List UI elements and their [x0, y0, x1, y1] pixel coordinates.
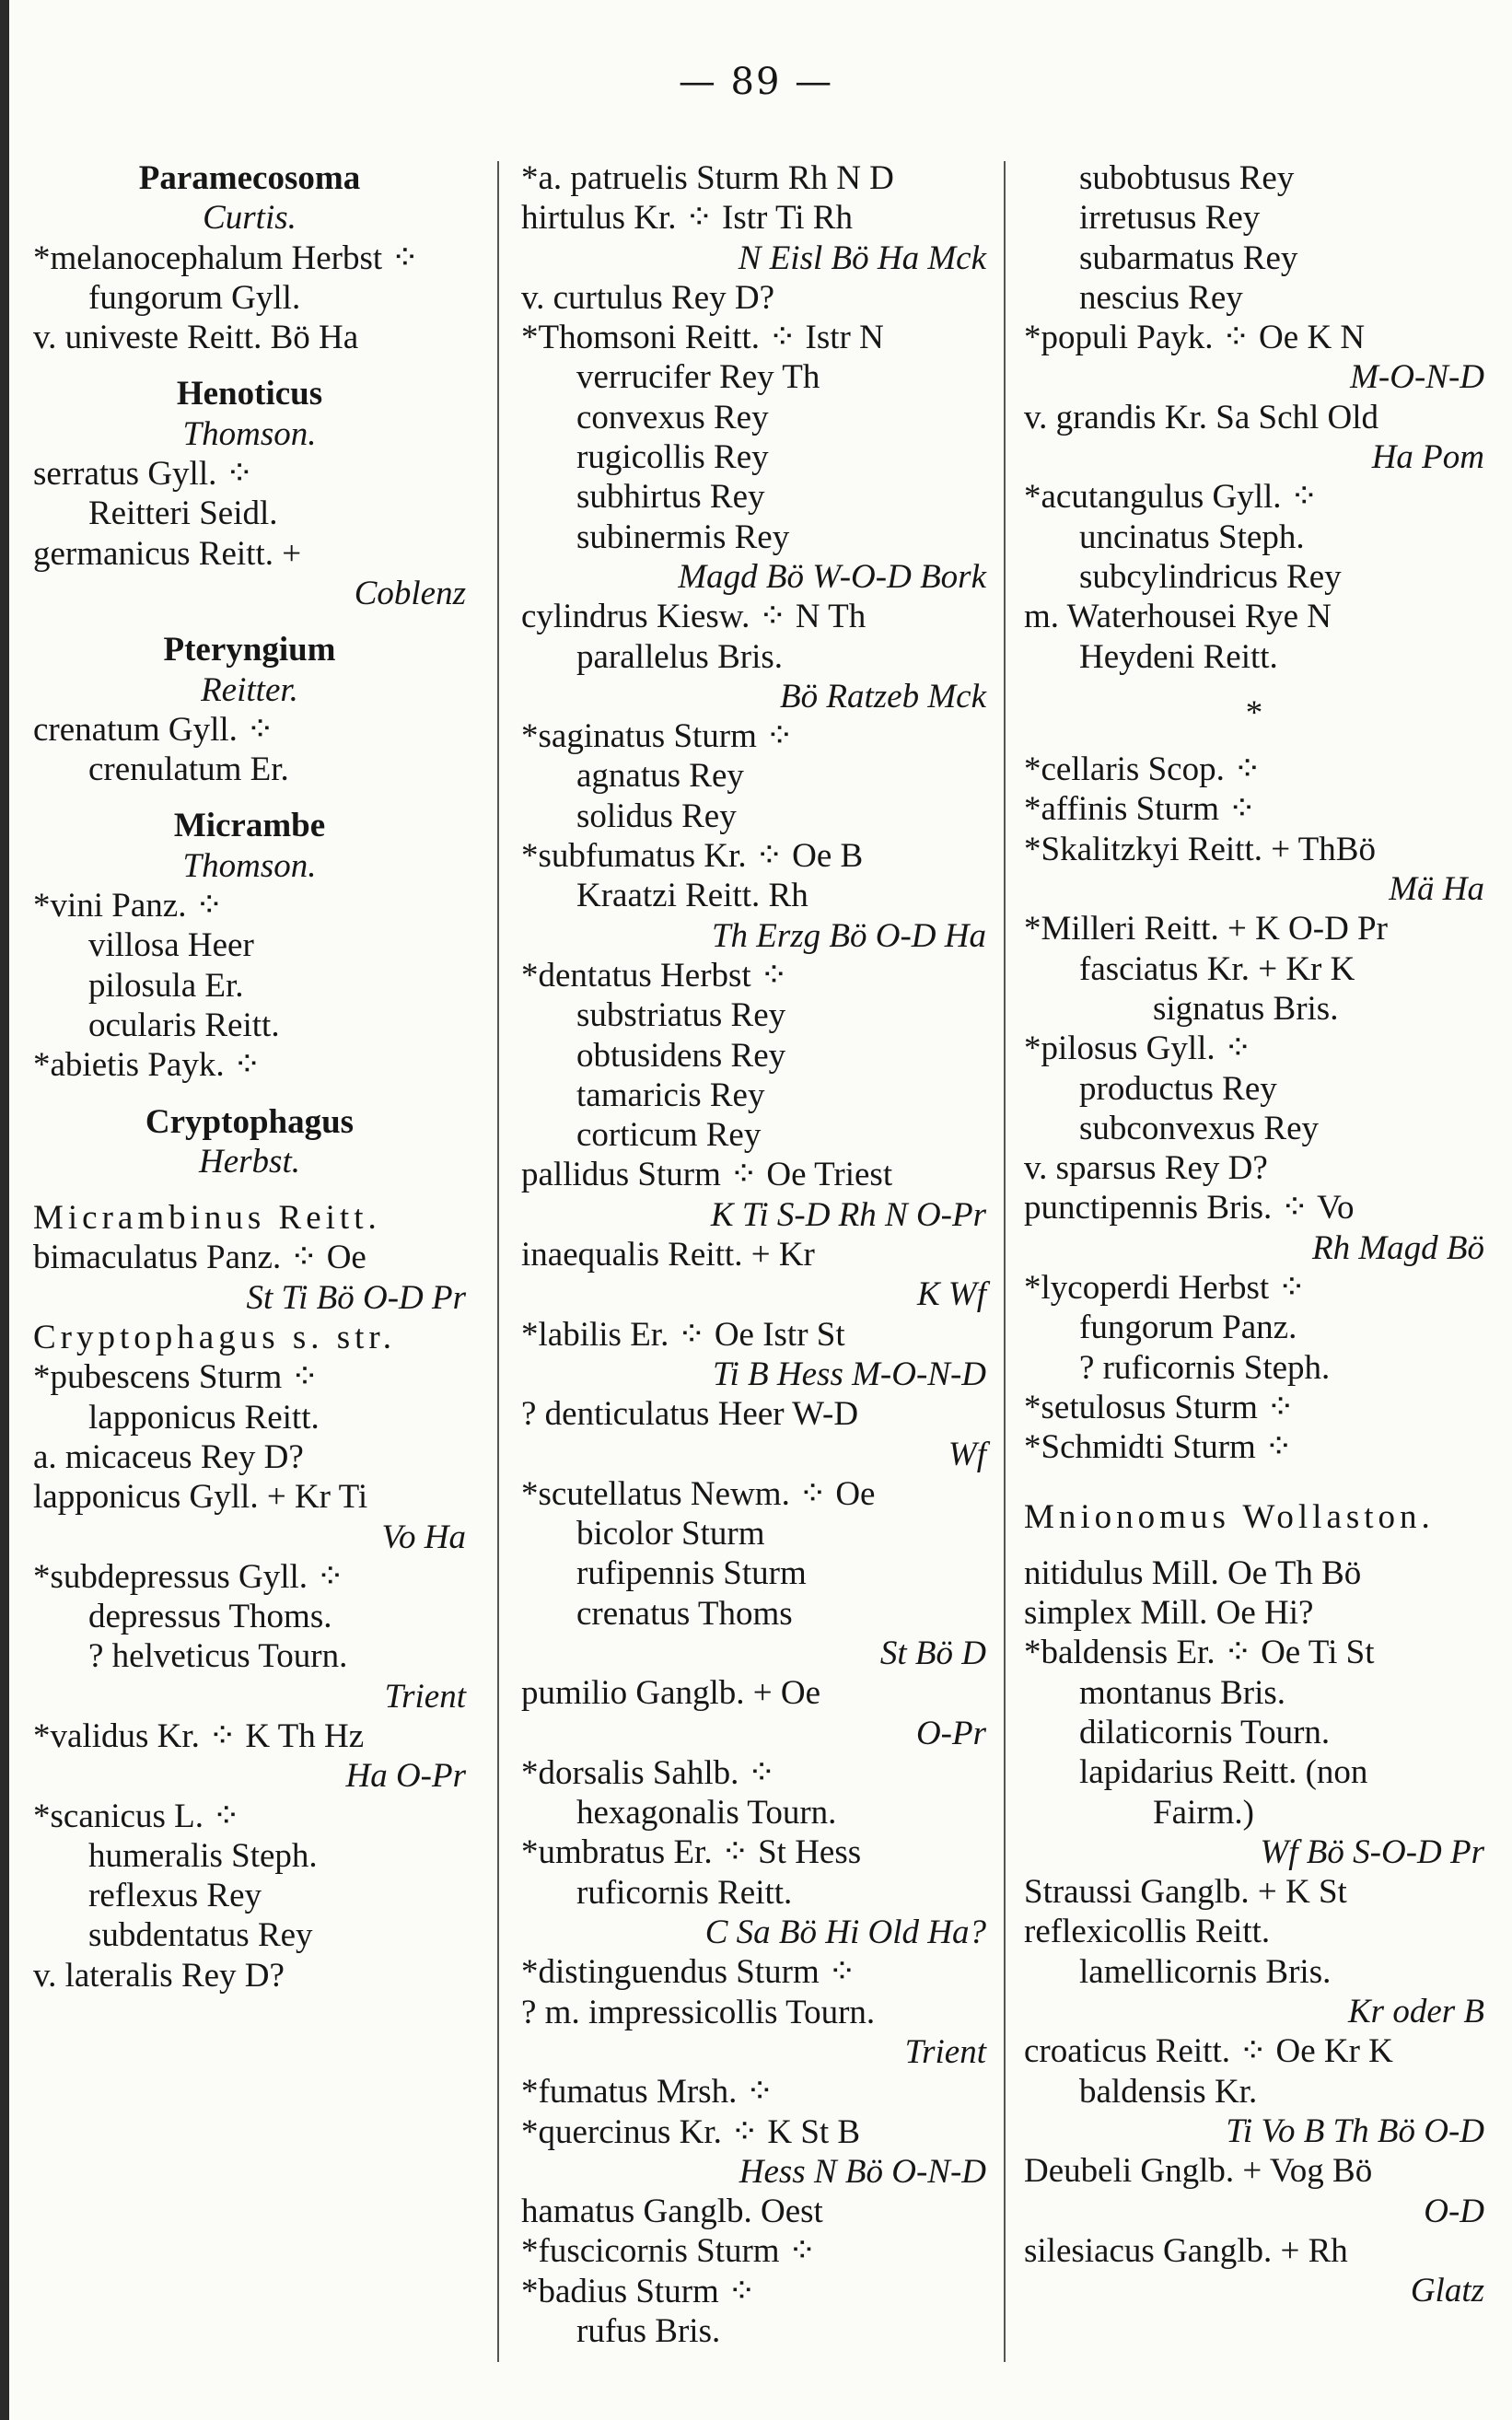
- species-line: v. sparsus Rey D?: [1024, 1149, 1268, 1188]
- species-line: *Thomsoni Reitt. ⁘ Istr N: [521, 319, 884, 357]
- species-line: tamaricis Rey: [576, 1076, 765, 1114]
- species-line: subinermis Rey: [576, 518, 790, 556]
- species-line: hamatus Ganglb. Oest: [521, 2193, 823, 2231]
- species-line: *quercinus Kr. ⁘ K St B: [521, 2112, 861, 2151]
- species-line: subconvexus Rey: [1079, 1109, 1319, 1147]
- species-line: Reitteri Seidl.: [88, 494, 278, 533]
- species-line: villosa Heer: [88, 926, 254, 965]
- species-line: inaequalis Reitt. + Kr: [521, 1236, 815, 1274]
- species-line: fasciatus Kr. + Kr K: [1079, 949, 1355, 988]
- genus-heading: Pteryngium: [163, 631, 336, 669]
- species-line: simplex Mill. Oe Hi?: [1024, 1594, 1314, 1633]
- text-column-1: [33, 158, 466, 1995]
- species-line: bimaculatus Panz. ⁘ Oe: [33, 1239, 366, 1277]
- species-line: *distinguendus Sturm ⁘: [521, 1953, 857, 1992]
- species-line: fungorum Gyll.: [88, 278, 301, 317]
- species-line: *dentatus Herbst ⁘: [521, 956, 788, 995]
- locality-line: Th Erzg Bö O-D Ha: [711, 916, 986, 955]
- species-line: v. grandis Kr. Sa Schl Old: [1024, 398, 1379, 436]
- species-line: *baldensis Er. ⁘ Oe Ti St: [1024, 1634, 1375, 1672]
- subgenus-heading: Mnionomus Wollaston.: [1024, 1497, 1435, 1536]
- species-line: ? helveticus Tourn.: [88, 1637, 348, 1676]
- species-line: *Milleri Reitt. + K O-D Pr: [1024, 910, 1388, 948]
- species-line: lamellicornis Bris.: [1079, 1952, 1332, 1991]
- species-line: reflexus Rey: [88, 1877, 262, 1915]
- species-line: v. univeste Reitt. Bö Ha: [33, 319, 359, 357]
- species-line: *populi Payk. ⁘ Oe K N: [1024, 319, 1366, 357]
- locality-line: C Sa Bö Hi Old Ha?: [704, 1914, 986, 1952]
- species-line: cylindrus Kiesw. ⁘ N Th: [521, 598, 866, 636]
- locality-line: O-Pr: [915, 1714, 986, 1752]
- species-line: serratus Gyll. ⁘: [33, 455, 254, 494]
- species-line: montanus Bris.: [1079, 1673, 1286, 1712]
- locality-line: Hess N Bö O-N-D: [739, 2152, 986, 2191]
- locality-line: Vo Ha: [381, 1518, 466, 1556]
- species-line: *scutellatus Newm. ⁘ Oe: [521, 1474, 876, 1513]
- species-line: ruficornis Reitt.: [576, 1873, 793, 1912]
- genus-heading: Micrambe: [173, 807, 326, 845]
- species-line: *labilis Er. ⁘ Oe Istr St: [521, 1315, 845, 1354]
- species-line: Fairm.): [1153, 1793, 1254, 1832]
- subgenus-heading: Micrambinus Reitt.: [33, 1199, 381, 1238]
- species-line: ? denticulatus Heer W-D: [521, 1395, 859, 1434]
- species-line: *badius Sturm ⁘: [521, 2272, 757, 2310]
- species-line: *affinis Sturm ⁘: [1024, 790, 1257, 829]
- species-line: verrucifer Rey Th: [576, 358, 820, 397]
- species-line: nitidulus Mill. Oe Th Bö: [1024, 1553, 1362, 1592]
- species-line: *validus Kr. ⁘ K Th Hz: [33, 1716, 365, 1755]
- species-line: depressus Thoms.: [88, 1598, 332, 1636]
- spacer: [1024, 1468, 1484, 1497]
- species-line: lapponicus Reitt.: [88, 1398, 320, 1437]
- species-line: *dorsalis Sahlb. ⁘: [521, 1753, 776, 1792]
- species-line: *umbratus Er. ⁘ St Hess: [521, 1833, 862, 1872]
- species-line: *subfumatus Kr. ⁘ Oe B: [521, 837, 864, 876]
- spacer: [1024, 677, 1484, 693]
- species-line: hexagonalis Tourn.: [576, 1794, 837, 1832]
- species-line: uncinatus Steph.: [1079, 518, 1305, 556]
- species-line: rufipennis Sturm: [576, 1554, 807, 1593]
- species-line: *fumatus Mrsh. ⁘: [521, 2073, 774, 2112]
- locality-line: Kr oder B: [1348, 1993, 1484, 2031]
- genus-heading: Cryptophagus: [145, 1102, 355, 1141]
- locality-line: Bö Ratzeb Mck: [780, 677, 986, 716]
- species-line: hirtulus Kr. ⁘ Istr Ti Rh: [521, 199, 853, 238]
- species-line: ? m. impressicollis Tourn.: [521, 1993, 876, 2031]
- species-line: *lycoperdi Herbst ⁘: [1024, 1269, 1307, 1308]
- page-number: — 89 —: [678, 61, 834, 103]
- species-line: *acutangulus Gyll. ⁘: [1024, 478, 1319, 517]
- species-line: Straussi Ganglb. + K St: [1024, 1873, 1347, 1912]
- locality-line: Ha Pom: [1371, 438, 1484, 477]
- species-line: croaticus Reitt. ⁘ Oe Kr K: [1024, 2032, 1393, 2071]
- genus-author: Thomson.: [182, 846, 317, 885]
- locality-line: Wf Bö S-O-D Pr: [1260, 1832, 1484, 1871]
- locality-line: Coblenz: [354, 574, 466, 612]
- species-line: *melanocephalum Herbst ⁘: [33, 239, 420, 277]
- subgenus-heading: Cryptophagus s. str.: [33, 1319, 396, 1357]
- text-column-2: [521, 158, 986, 2351]
- locality-line: N Eisl Bö Ha Mck: [738, 239, 986, 277]
- species-line: productus Rey: [1079, 1069, 1277, 1108]
- spacer: [33, 1086, 466, 1102]
- species-line: subcylindricus Rey: [1079, 557, 1342, 596]
- species-line: pilosula Er.: [88, 966, 244, 1005]
- species-line: lapidarius Reitt. (non: [1079, 1753, 1368, 1792]
- species-line: *scanicus L. ⁘: [33, 1797, 241, 1835]
- spacer: [1024, 733, 1484, 750]
- locality-line: Wf: [948, 1435, 986, 1473]
- species-line: bicolor Sturm: [576, 1515, 765, 1553]
- locality-line: St Ti Bö O-D Pr: [246, 1278, 466, 1317]
- species-line: punctipennis Bris. ⁘ Vo: [1024, 1189, 1355, 1227]
- species-line: germanicus Reitt. +: [33, 534, 302, 573]
- locality-line: Ha O-Pr: [345, 1757, 466, 1796]
- species-line: *Skalitzkyi Reitt. + ThBö: [1024, 830, 1376, 868]
- locality-line: St Bö D: [879, 1634, 986, 1672]
- species-line: silesiacus Ganglb. + Rh: [1024, 2231, 1348, 2270]
- locality-line: Mä Ha: [1389, 870, 1484, 909]
- species-line: *pubescens Sturm ⁘: [33, 1358, 320, 1397]
- section-separator: *: [1245, 693, 1263, 732]
- species-line: dilaticornis Tourn.: [1079, 1713, 1331, 1751]
- species-line: *abietis Payk. ⁘: [33, 1046, 262, 1085]
- species-line: parallelus Bris.: [576, 637, 784, 676]
- species-line: obtusidens Rey: [576, 1036, 786, 1075]
- species-line: *subdepressus Gyll. ⁘: [33, 1557, 345, 1596]
- species-line: Kraatzi Reitt. Rh: [576, 877, 808, 915]
- species-line: fungorum Panz.: [1079, 1309, 1297, 1347]
- species-line: corticum Rey: [576, 1116, 762, 1155]
- species-line: *a. patruelis Sturm Rh N D: [521, 159, 894, 197]
- species-line: baldensis Kr.: [1079, 2072, 1258, 2111]
- species-line: rugicollis Rey: [576, 438, 769, 477]
- species-line: *Schmidti Sturm ⁘: [1024, 1428, 1294, 1467]
- locality-line: Magd Bö W-O-D Bork: [678, 557, 986, 596]
- species-line: *vini Panz. ⁘: [33, 887, 224, 925]
- species-line: v. lateralis Rey D?: [33, 1956, 285, 1995]
- column-divider: [497, 161, 499, 2362]
- locality-line: Ti Vo B Th Bö O-D: [1226, 2112, 1484, 2150]
- genus-author: Reitter.: [201, 670, 298, 709]
- species-line: Heydeni Reitt.: [1079, 637, 1278, 676]
- species-line: *fuscicornis Sturm ⁘: [521, 2232, 817, 2271]
- column-divider: [1004, 161, 1006, 2362]
- locality-line: Trient: [904, 2032, 986, 2071]
- species-line: *setulosus Sturm ⁘: [1024, 1388, 1296, 1426]
- locality-line: Trient: [384, 1677, 466, 1716]
- species-line: v. curtulus Rey D?: [521, 278, 775, 317]
- locality-line: Ti B Hess M-O-N-D: [712, 1355, 986, 1393]
- genus-heading: Paramecosoma: [138, 159, 361, 197]
- locality-line: Glatz: [1410, 2272, 1484, 2310]
- text-column-3: [1024, 158, 1484, 2310]
- genus-author: Thomson.: [182, 414, 317, 453]
- locality-line: M-O-N-D: [1350, 358, 1484, 397]
- species-line: agnatus Rey: [576, 757, 744, 796]
- species-line: *saginatus Sturm ⁘: [521, 717, 795, 756]
- spacer: [33, 613, 466, 630]
- species-line: ocularis Reitt.: [88, 1006, 280, 1044]
- spacer: [33, 1181, 466, 1198]
- page-edge-shadow: [0, 0, 9, 2420]
- species-line: crenulatum Er.: [88, 750, 289, 789]
- species-line: solidus Rey: [576, 797, 737, 835]
- spacer: [1024, 1537, 1484, 1553]
- species-line: reflexicollis Reitt.: [1024, 1913, 1271, 1951]
- species-line: pallidus Sturm ⁘ Oe Triest: [521, 1156, 893, 1194]
- species-line: a. micaceus Rey D?: [33, 1437, 304, 1476]
- species-line: lapponicus Gyll. + Kr Ti: [33, 1478, 368, 1517]
- locality-line: O-D: [1424, 2192, 1484, 2230]
- species-line: *pilosus Gyll. ⁘: [1024, 1030, 1252, 1068]
- genus-author: Herbst.: [199, 1142, 300, 1181]
- species-line: substriatus Rey: [576, 996, 786, 1035]
- species-line: Deubeli Gnglb. + Vog Bö: [1024, 2152, 1373, 2191]
- genus-author: Curtis.: [203, 199, 297, 238]
- species-line: humeralis Steph.: [88, 1836, 318, 1875]
- species-line: subhirtus Rey: [576, 478, 765, 517]
- species-line: rufus Bris.: [576, 2312, 721, 2351]
- species-line: subdentatus Rey: [88, 1916, 313, 1955]
- species-line: convexus Rey: [576, 398, 769, 436]
- species-line: *cellaris Scop. ⁘: [1024, 750, 1262, 789]
- species-line: m. Waterhousei Rye N: [1024, 598, 1332, 636]
- locality-line: Rh Magd Bö: [1311, 1228, 1484, 1267]
- species-line: subarmatus Rey: [1079, 239, 1298, 277]
- genus-heading: Henoticus: [176, 375, 323, 413]
- locality-line: K Wf: [916, 1275, 986, 1314]
- spacer: [33, 357, 466, 374]
- species-line: pumilio Ganglb. + Oe: [521, 1674, 821, 1713]
- species-line: ? ruficornis Steph.: [1079, 1348, 1331, 1387]
- species-line: crenatum Gyll. ⁘: [33, 710, 275, 749]
- species-line: signatus Bris.: [1153, 989, 1339, 1028]
- spacer: [33, 789, 466, 806]
- species-line: nescius Rey: [1079, 278, 1243, 317]
- locality-line: K Ti S-D Rh N O-Pr: [710, 1195, 986, 1234]
- species-line: crenatus Thoms: [576, 1594, 793, 1633]
- species-line: subobtusus Rey: [1079, 159, 1295, 197]
- species-line: irretusus Rey: [1079, 199, 1261, 238]
